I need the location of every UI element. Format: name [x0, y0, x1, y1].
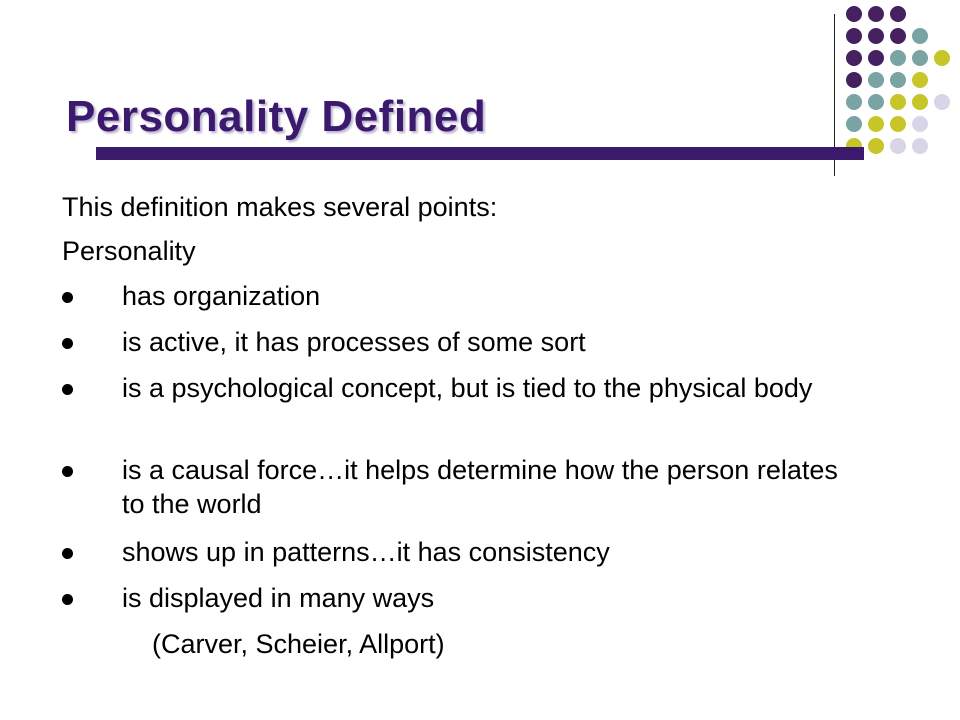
dot-purple: [846, 72, 862, 88]
dot-teal: [868, 94, 884, 110]
dot-teal: [912, 50, 928, 66]
dot-purple: [868, 28, 884, 44]
bullet-text: is active, it has processes of some sort: [122, 327, 586, 357]
decorative-dot-grid: [846, 6, 956, 156]
intro-text: This definition makes several points:: [62, 192, 498, 222]
dot-purple: [890, 6, 906, 22]
dot-purple: [868, 50, 884, 66]
dot-lavender: [912, 138, 928, 154]
dot-teal: [890, 72, 906, 88]
dot-teal: [846, 116, 862, 132]
dot-yellow: [912, 94, 928, 110]
bullet-text: has organization: [122, 281, 321, 311]
citation-text: (Carver, Scheier, Allport): [152, 629, 445, 659]
dot-teal: [868, 72, 884, 88]
dot-yellow: [890, 94, 906, 110]
dot-lavender: [912, 116, 928, 132]
dot-purple: [890, 28, 906, 44]
bullet-text: is displayed in many ways: [122, 583, 435, 613]
dot-purple: [846, 50, 862, 66]
dot-lavender: [934, 94, 950, 110]
dot-purple: [846, 28, 862, 44]
subject-text: Personality: [62, 236, 196, 266]
dot-yellow: [868, 116, 884, 132]
bullet-icon: [62, 384, 73, 395]
dot-lavender: [890, 138, 906, 154]
bullet-icon: [62, 466, 73, 477]
bullet-text: is a causal force…it helps determine how the person relates to the world: [122, 455, 838, 519]
bullet-text: is a psychological concept, but is tied to the physical body: [122, 373, 813, 403]
dot-teal: [890, 50, 906, 66]
dot-yellow: [912, 72, 928, 88]
slide-title: Personality Defined: [66, 92, 487, 141]
title-underline-bar: [96, 147, 864, 160]
dot-purple: [868, 6, 884, 22]
bullet-text: shows up in patterns…it has consistency: [122, 537, 610, 567]
dot-teal: [846, 94, 862, 110]
dot-yellow: [868, 138, 884, 154]
dot-yellow: [934, 50, 950, 66]
bullet-icon: [62, 338, 73, 349]
bullet-icon: [62, 594, 73, 605]
bullet-icon: [62, 548, 73, 559]
bullet-icon: [62, 292, 73, 303]
dot-purple: [846, 6, 862, 22]
dot-yellow: [890, 116, 906, 132]
dot-teal: [912, 28, 928, 44]
